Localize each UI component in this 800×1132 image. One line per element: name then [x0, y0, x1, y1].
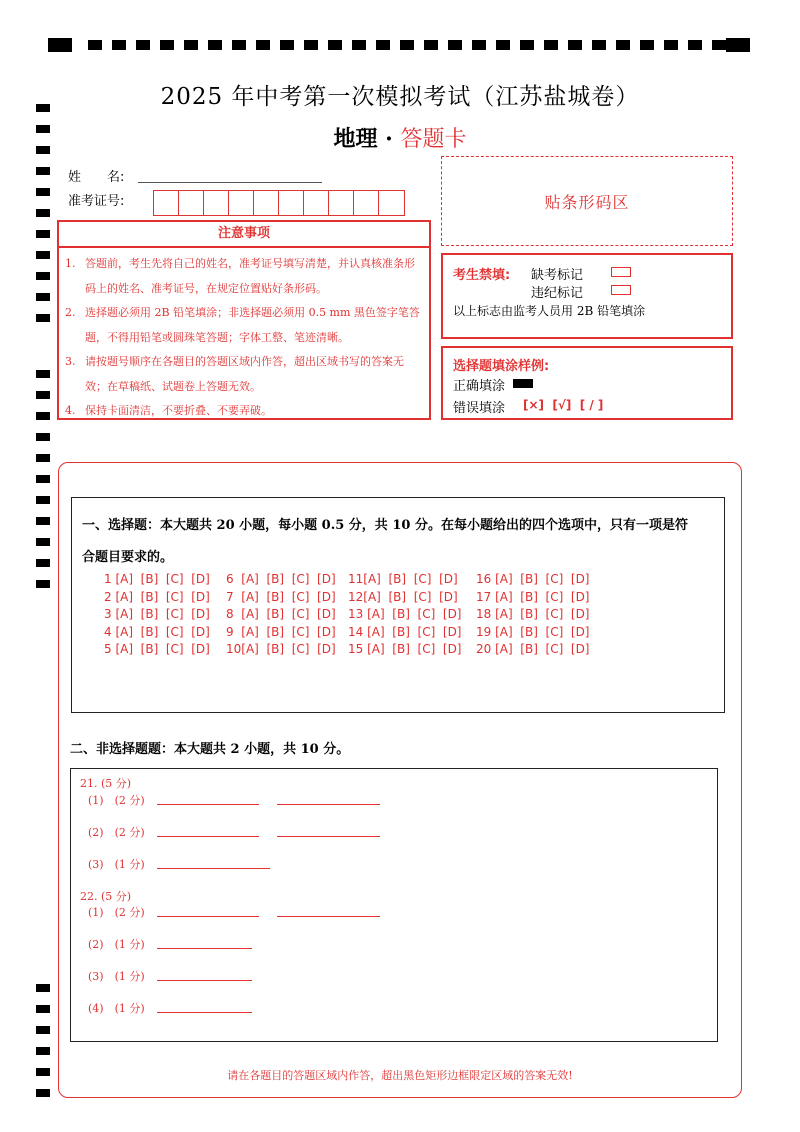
- timing-mark: [36, 272, 50, 280]
- q22-title: 22. (5 分): [80, 890, 132, 903]
- timing-mark: [36, 1089, 50, 1097]
- choice-question-row[interactable]: 8 [A] [B] [C] [D]: [226, 607, 336, 621]
- choice-question-row[interactable]: 7 [A] [B] [C] [D]: [226, 589, 336, 604]
- notice-text: 选择题必须用 2B 铅笔填涂；非选择题必须用 0.5 mm 黑色签字笔答题，不得用铅笔或圆珠笔答题；字体工整、笔迹清晰。: [85, 306, 420, 344]
- choice-question-row[interactable]: 12[A] [B] [C] [D]: [348, 589, 458, 604]
- timing-mark: [160, 40, 174, 50]
- timing-mark: [544, 40, 558, 50]
- choice-question-row[interactable]: 14 [A] [B] [C] [D]: [348, 624, 462, 639]
- timing-mark: [496, 40, 510, 50]
- timing-mark: [304, 40, 318, 50]
- timing-mark: [36, 475, 50, 483]
- timing-mark: [352, 40, 366, 50]
- q22-part3: (3) (1 分): [88, 970, 145, 983]
- q21-part2: (2) (2 分): [88, 826, 145, 839]
- timing-mark: [36, 251, 50, 259]
- exam-id-cell[interactable]: [154, 191, 179, 215]
- timing-mark: [36, 984, 50, 992]
- timing-mark: [256, 40, 270, 50]
- q22-part4-line[interactable]: [157, 1012, 252, 1013]
- correct-label: 正确填涂: [453, 379, 506, 394]
- timing-mark: [424, 40, 438, 50]
- card-title: [0, 122, 800, 153]
- title-dot: ·: [385, 126, 393, 152]
- exam-id-cell[interactable]: [379, 191, 404, 215]
- top-timing-marks: [48, 38, 752, 52]
- section2-heading: 二、非选择题题：本大题共 2 小题，共 10 分。: [70, 742, 350, 757]
- choice-question-row[interactable]: 15 [A] [B] [C] [D]: [348, 642, 462, 656]
- section1-heading: [82, 510, 722, 574]
- section1-heading-line2: 合题目要求的。: [82, 550, 174, 565]
- q22-part3-line[interactable]: [157, 980, 252, 981]
- timing-mark: [616, 40, 630, 50]
- timing-mark: [520, 40, 534, 50]
- name-field[interactable]: [138, 182, 322, 183]
- q21-part2-line-a[interactable]: [157, 836, 259, 837]
- exam-id-cell[interactable]: [304, 191, 329, 215]
- q21-part1-line-b[interactable]: [277, 804, 380, 805]
- footer-warning: 请在各题目的答题区域内作答，超出黑色矩形边框限定区域的答案无效!: [227, 1069, 573, 1082]
- q21-part2-line-b[interactable]: [277, 836, 380, 837]
- exam-id-boxes[interactable]: [153, 190, 405, 216]
- notice-text: 请按题号顺序在各题目的答题区域内作答，超出区域书写的答案无效；在草稿纸、试题卷上答题无效。: [85, 355, 404, 393]
- notice-num: 2.: [65, 306, 76, 319]
- wrong-fill-marks: [×] [√] [ / ]: [523, 398, 604, 412]
- forbid-label: 考生禁填:: [453, 268, 511, 283]
- timing-mark: [36, 559, 50, 567]
- exam-id-label: 准考证号:: [68, 194, 125, 209]
- notice-item: [65, 252, 423, 301]
- timing-mark: [36, 391, 50, 399]
- timing-mark: [36, 314, 50, 322]
- notice-box: [57, 220, 431, 420]
- examiner-only-box: [441, 253, 733, 339]
- notice-num: 1.: [65, 257, 76, 270]
- violation-label: 违纪标记: [531, 286, 584, 301]
- timing-mark: [36, 293, 50, 301]
- timing-mark: [36, 1005, 50, 1013]
- timing-mark: [36, 412, 50, 420]
- q22-part4: (4) (1 分): [88, 1002, 145, 1015]
- q21-part3-line[interactable]: [157, 868, 270, 869]
- timing-mark: [36, 517, 50, 525]
- choice-question-row[interactable]: 19 [A] [B] [C] [D]: [476, 624, 590, 639]
- timing-mark: [664, 40, 678, 50]
- timing-mark: [36, 538, 50, 546]
- timing-mark: [136, 40, 150, 50]
- exam-id-cell[interactable]: [329, 191, 354, 215]
- notice-item: [65, 350, 423, 399]
- choice-question-row[interactable]: 3 [A] [B] [C] [D]: [104, 607, 210, 621]
- choice-question-row[interactable]: 2 [A] [B] [C] [D]: [104, 589, 210, 604]
- choice-question-row[interactable]: 17 [A] [B] [C] [D]: [476, 589, 590, 604]
- timing-mark: [36, 1047, 50, 1055]
- timing-mark: [400, 40, 414, 50]
- timing-mark: [36, 167, 50, 175]
- timing-mark: [712, 40, 726, 50]
- timing-mark: [36, 230, 50, 238]
- choice-question-row[interactable]: 16 [A] [B] [C] [D]: [476, 572, 590, 586]
- timing-mark: [472, 40, 486, 50]
- exam-title: 2025 年中考第一次模拟考试（江苏盐城卷）: [160, 84, 640, 110]
- timing-mark: [376, 40, 390, 50]
- notice-num: 4.: [65, 404, 76, 417]
- choice-question-row[interactable]: 18 [A] [B] [C] [D]: [476, 607, 590, 621]
- exam-id-cell[interactable]: [179, 191, 204, 215]
- notice-heading: 注意事项: [59, 222, 429, 248]
- q22-part1-line-b[interactable]: [277, 916, 380, 917]
- timing-mark: [112, 40, 126, 50]
- timing-mark: [208, 40, 222, 50]
- exam-id-cell[interactable]: [279, 191, 304, 215]
- timing-mark: [36, 209, 50, 217]
- choice-question-row[interactable]: 4 [A] [B] [C] [D]: [104, 624, 210, 639]
- absent-mark-box[interactable]: [611, 267, 631, 277]
- notice-num: 3.: [65, 355, 76, 368]
- absent-label: 缺考标记: [531, 268, 584, 283]
- q21-title: 21. (5 分): [80, 777, 132, 790]
- choice-question-row[interactable]: 6 [A] [B] [C] [D]: [226, 572, 336, 586]
- notice-item: [65, 301, 423, 350]
- free-response-box: [70, 768, 718, 1042]
- timing-mark: [48, 38, 72, 52]
- notice-text: 保持卡面清洁，不要折叠、不要弄破。: [85, 404, 272, 417]
- exam-id-cell[interactable]: [204, 191, 229, 215]
- timing-mark: [232, 40, 246, 50]
- timing-mark: [280, 40, 294, 50]
- q22-part1: (1) (2 分): [88, 906, 145, 919]
- choice-question-row[interactable]: 10[A] [B] [C] [D]: [226, 642, 336, 656]
- exam-id-cell[interactable]: [354, 191, 379, 215]
- choice-question-row[interactable]: 20 [A] [B] [C] [D]: [476, 642, 590, 656]
- section1-heading-line1: 一、选择题：本大题共 20 小题，每小题 0.5 分，共 10 分。在每小题给出的四个选项中，只有一项是符: [82, 518, 688, 533]
- choice-question-row[interactable]: 1 [A] [B] [C] [D]: [104, 572, 210, 586]
- timing-mark: [184, 40, 198, 50]
- choice-question-row[interactable]: 5 [A] [B] [C] [D]: [104, 642, 210, 656]
- exam-id-cell[interactable]: [229, 191, 254, 215]
- choice-question-row[interactable]: 11[A] [B] [C] [D]: [348, 572, 458, 586]
- example-label: 选择题填涂样例:: [453, 359, 550, 374]
- fill-example-box: [441, 346, 733, 420]
- timing-mark: [568, 40, 582, 50]
- timing-mark: [36, 1026, 50, 1034]
- q22-part1-line-a[interactable]: [157, 916, 259, 917]
- timing-mark: [592, 40, 606, 50]
- timing-mark: [36, 454, 50, 462]
- timing-mark: [726, 38, 750, 52]
- answer-card-label: 答题卡: [400, 127, 467, 152]
- choice-question-row[interactable]: 9 [A] [B] [C] [D]: [226, 624, 336, 639]
- timing-mark: [36, 433, 50, 441]
- timing-mark: [36, 496, 50, 504]
- forbid-note: 以上标志由监考人员用 2B 铅笔填涂: [453, 304, 646, 318]
- timing-mark: [448, 40, 462, 50]
- notice-text: 答题前，考生先将自己的姓名，准考证号填写清楚，并认真核准条形码上的姓名、准考证号，在规定位置贴好条形码。: [85, 257, 415, 295]
- timing-mark: [640, 40, 654, 50]
- notice-list: [59, 248, 429, 424]
- q22-part2: (2) (1 分): [88, 938, 145, 951]
- barcode-area: 贴条形码区: [441, 156, 733, 246]
- notice-item: [65, 399, 423, 424]
- timing-mark: [36, 188, 50, 196]
- subject-label: 地理: [333, 126, 378, 152]
- timing-mark: [88, 40, 102, 50]
- wrong-label: 错误填涂: [453, 401, 506, 416]
- choice-question-row[interactable]: 13 [A] [B] [C] [D]: [348, 607, 462, 621]
- exam-id-cell[interactable]: [254, 191, 279, 215]
- q21-part3: (3) (1 分): [88, 858, 145, 871]
- correct-fill-mark: [513, 379, 533, 388]
- timing-mark: [36, 580, 50, 588]
- violation-mark-box[interactable]: [611, 285, 631, 295]
- q21-part1: (1) (2 分): [88, 794, 145, 807]
- timing-mark: [328, 40, 342, 50]
- q22-part2-line[interactable]: [157, 948, 252, 949]
- timing-mark: [688, 40, 702, 50]
- q21-part1-line-a[interactable]: [157, 804, 259, 805]
- name-label: 姓 名:: [68, 170, 125, 185]
- timing-mark: [36, 370, 50, 378]
